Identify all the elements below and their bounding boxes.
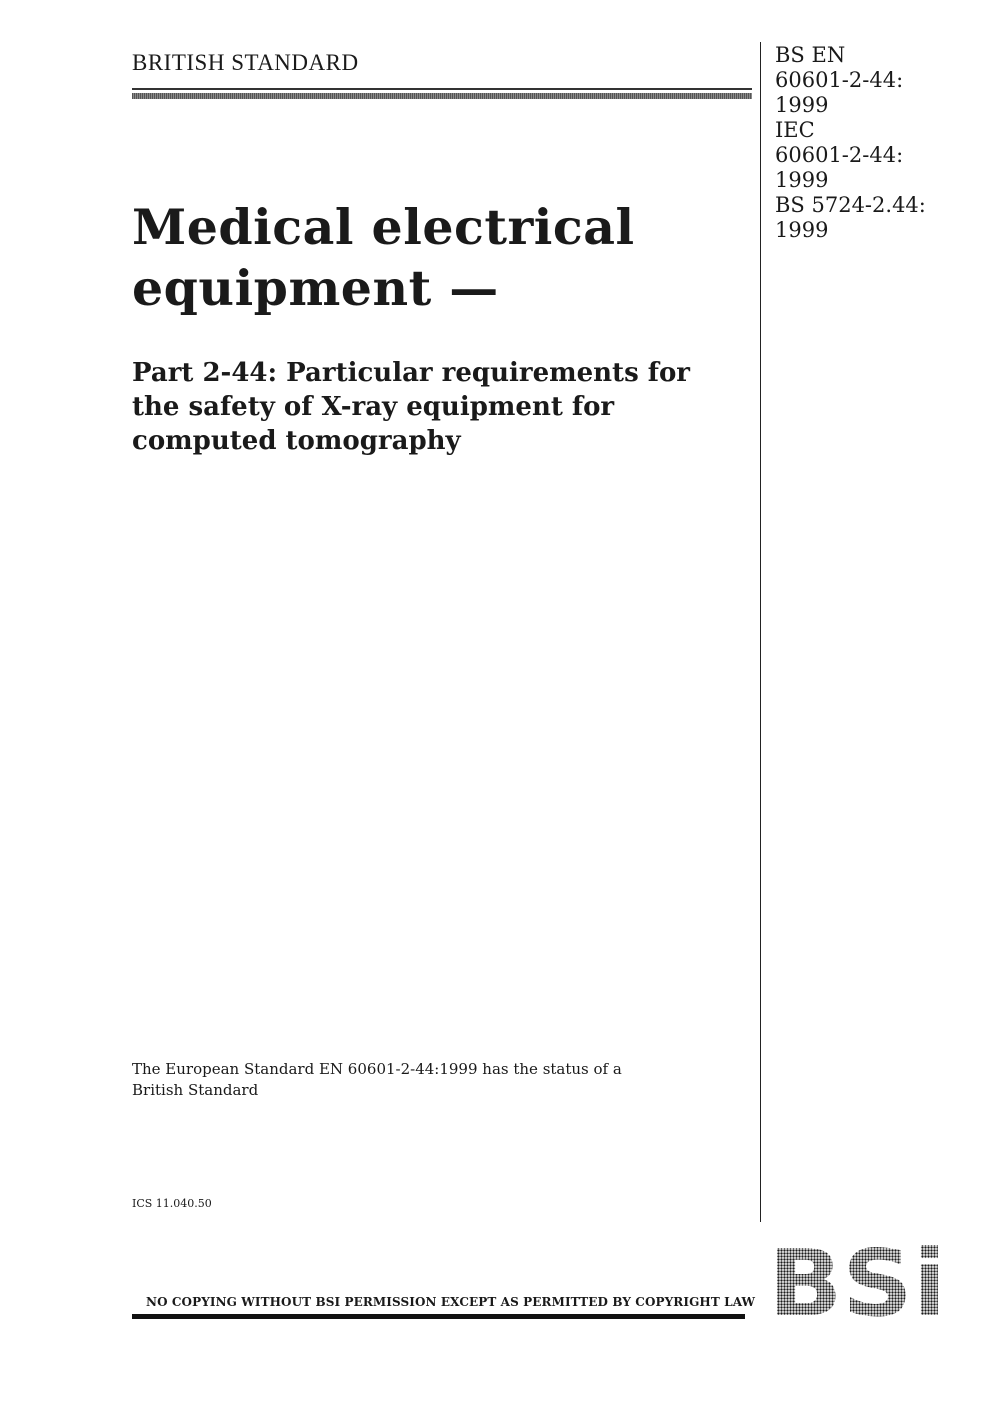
designation-line: 60601-2-44:: [775, 143, 904, 167]
status-note: [132, 1059, 692, 1101]
header-rule-thin: [132, 88, 752, 90]
title-line-2: equipment —: [132, 259, 499, 317]
document-title: [132, 197, 732, 319]
subtitle-line-3: computed tomography: [132, 426, 461, 456]
subtitle-line-1: Part 2-44: Particular requirements for: [132, 358, 690, 388]
ics-code: ICS 11.040.50: [132, 1197, 212, 1210]
designation-line: BS 5724-2.44:: [775, 193, 926, 217]
status-note-line-2: British Standard: [132, 1081, 259, 1099]
status-note-line-1: The European Standard EN 60601-2-44:1999 has the status of a: [132, 1060, 622, 1078]
title-line-1: Medical electrical: [132, 198, 635, 256]
designation-line: IEC: [775, 118, 815, 142]
copyright-notice: NO COPYING WITHOUT BSI PERMISSION EXCEPT AS PERMITTED BY COPYRIGHT LAW: [146, 1295, 756, 1309]
document-series-label: BRITISH STANDARD: [132, 50, 359, 75]
bsi-logo-icon: [768, 1243, 946, 1319]
svg-text:BSi: BSi: [768, 1243, 946, 1319]
designation-line: 1999: [775, 218, 829, 242]
designation-line: 1999: [775, 93, 829, 117]
header-rule-thick: [132, 93, 752, 99]
document-subtitle: [132, 356, 742, 458]
designation-line: 1999: [775, 168, 829, 192]
designation-line: BS EN: [775, 43, 846, 67]
footer-rule: [132, 1314, 745, 1319]
standard-designations: [775, 43, 985, 243]
designation-line: 60601-2-44:: [775, 68, 904, 92]
vertical-divider: [760, 42, 761, 1222]
subtitle-line-2: the safety of X-ray equipment for: [132, 392, 615, 422]
